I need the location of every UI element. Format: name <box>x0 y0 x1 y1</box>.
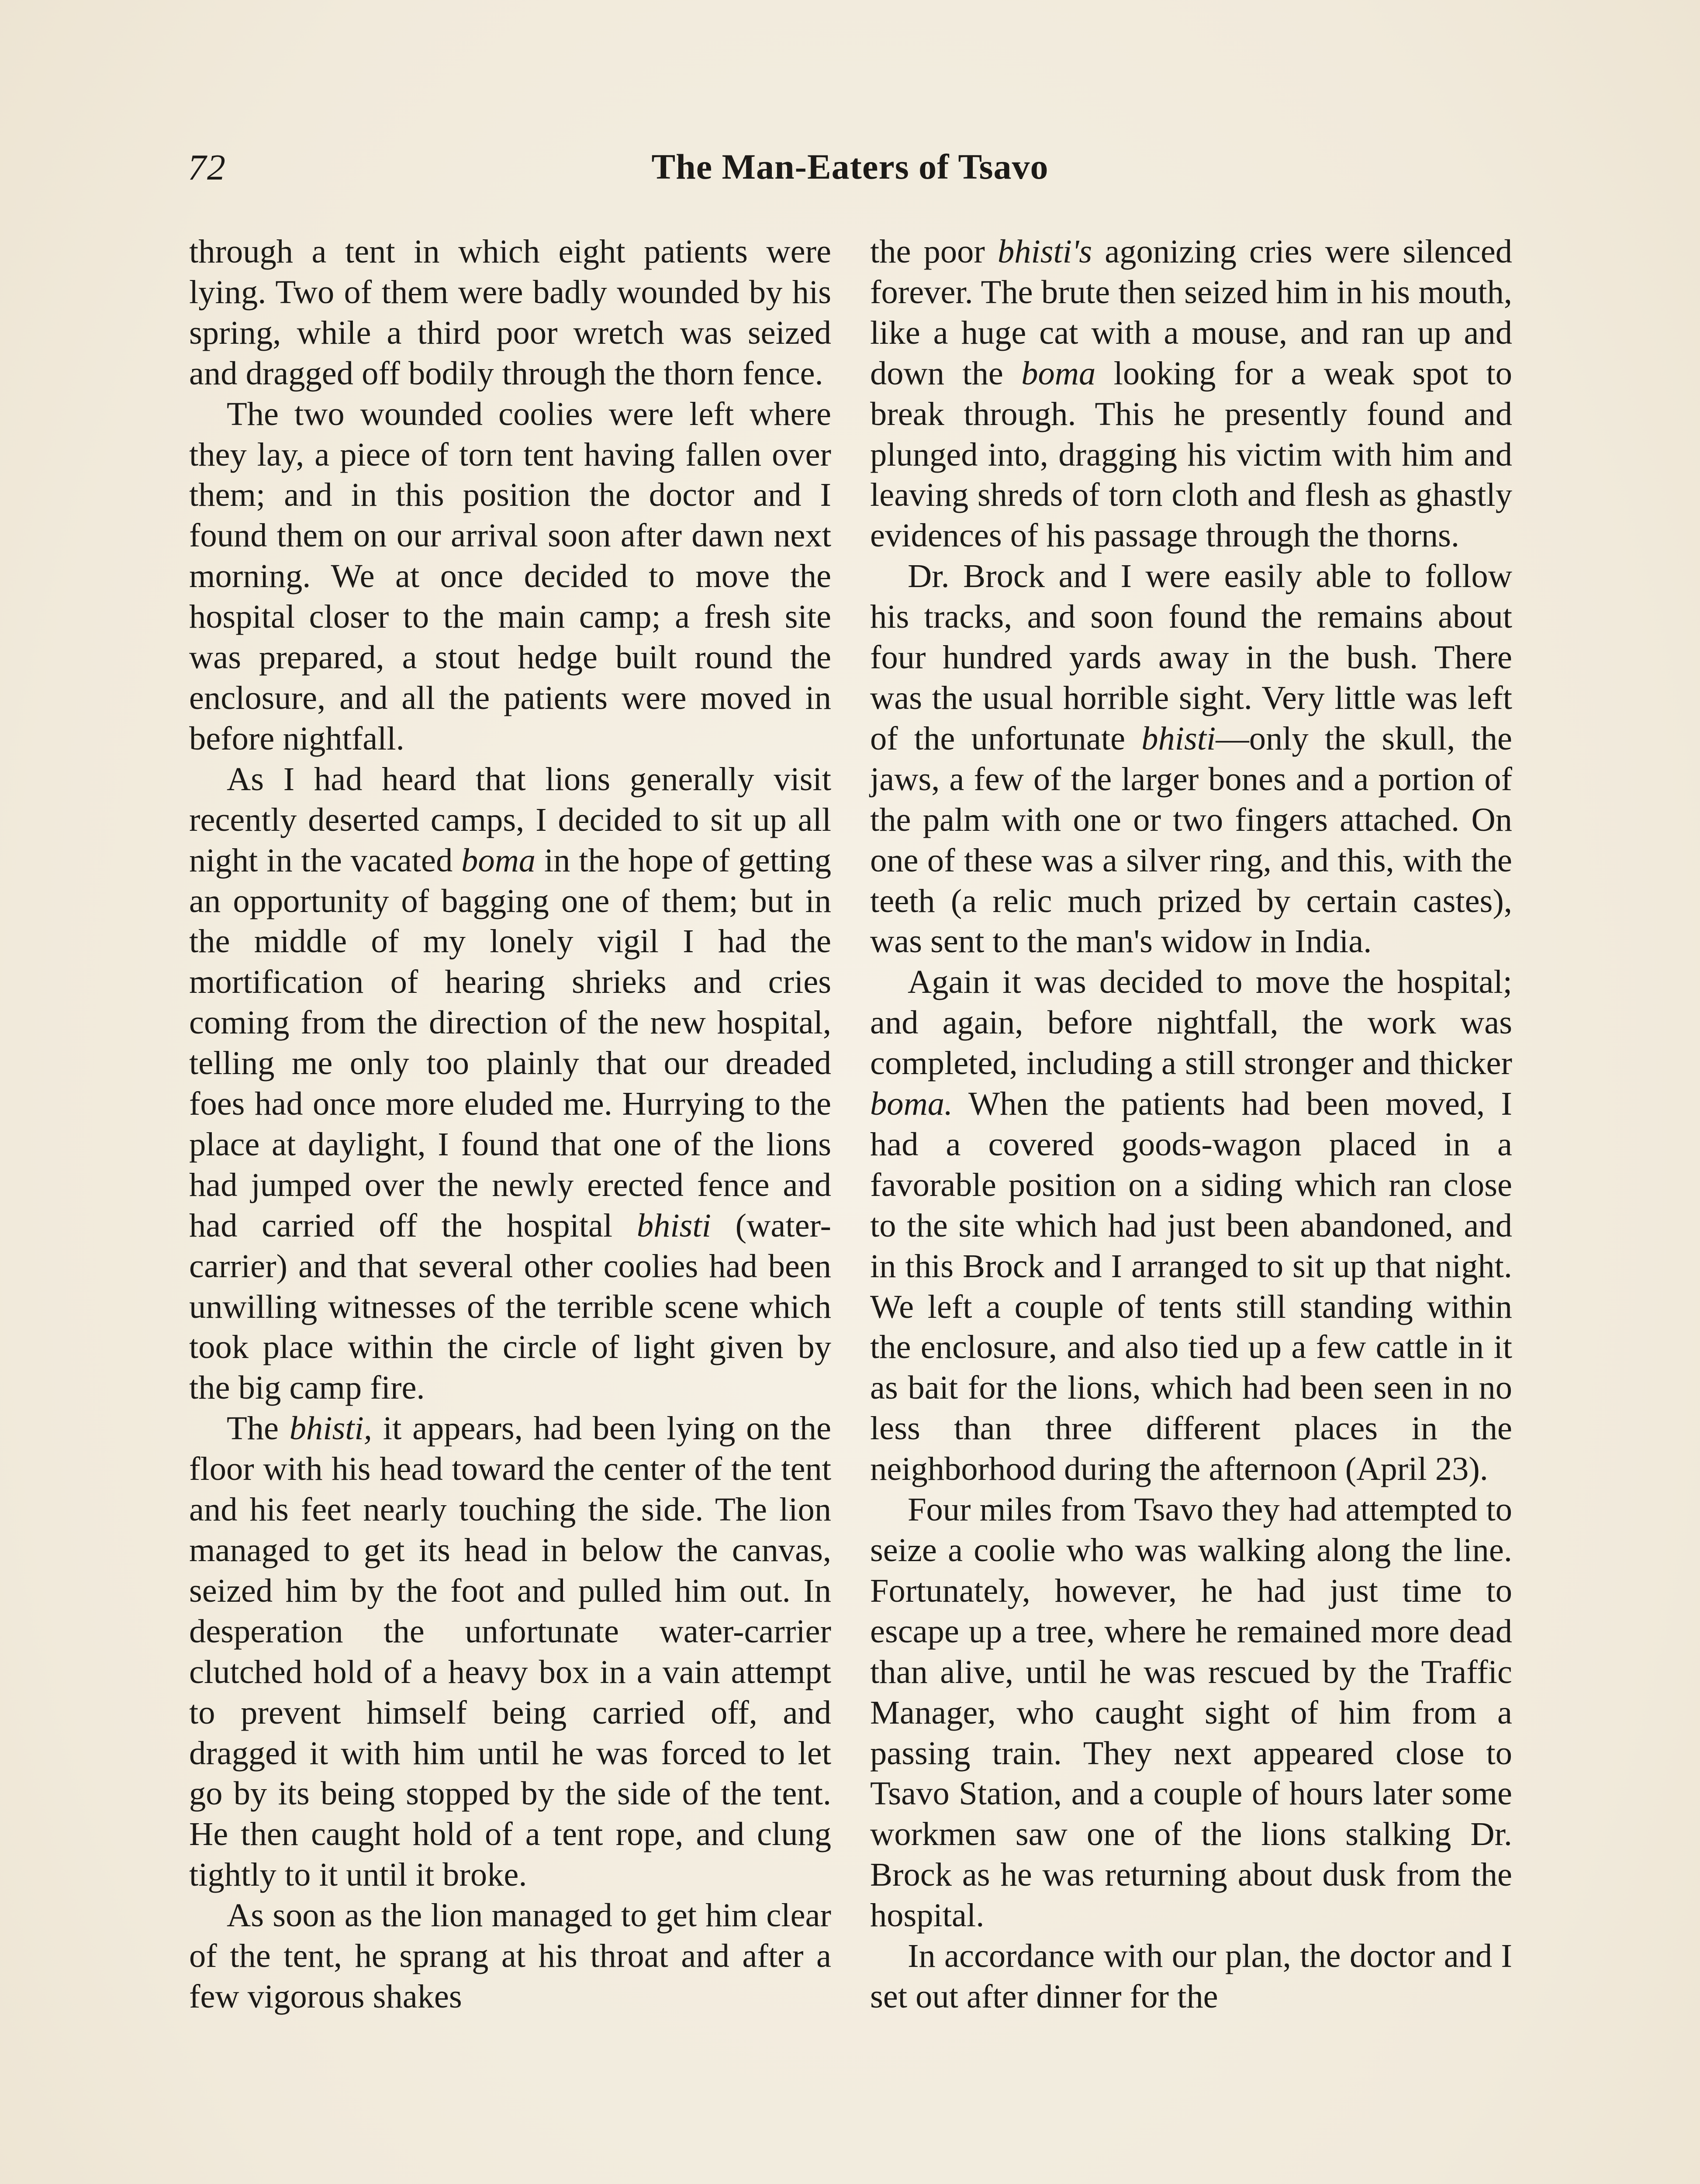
left-column <box>189 232 831 2017</box>
paragraph: In accordance with our plan, the doctor and I set out after dinner for the <box>870 1937 1512 2015</box>
paragraph: Again it was decided to move the hospital; and again, before nightfall, the work was completed, including a still stronger and thicker boma. When the patients had been moved, I had a covered goods-wagon placed in a favorable position on a siding which ran close to the site which had just been abandoned, and in this Brock and I arranged to sit up that night. We left a couple of tents still standing within the enclosure, and also tied up a few cattle in it as bait for the lions, which had been seen in no less than three different places in the neighborhood during the afternoon (April 23). <box>870 963 1512 1488</box>
paragraph: As I had heard that lions generally visit recently deserted camps, I decided to sit up all night in the vacated boma in the hope of getting an opportunity of bagging one of them; but in the middle of my lonely vigil I had the mortification of hearing shrieks and cries coming from the direction of the new hospital, telling me only too plainly that our dreaded foes had once more eluded me. Hurrying to the place at daylight, I found that one of the lions had jumped over the newly erected fence and had carried off the hospital bhisti (water-carrier) and that several other coolies had been unwilling witnesses of the terrible scene which took place within the circle of light given by the big camp fire. <box>189 760 832 1406</box>
running-title: The Man-Eaters of Tsavo <box>651 147 1049 187</box>
paragraph: The two wounded coolies were left where they lay, a piece of torn tent having fallen over them; and in this position the doctor and I found them on our arrival soon after dawn next morning. We at once decided to move the hospital closer to the main camp; a fresh site was prepared, a stout hedge built round the enclosure, and all the patients were moved in before nightfall. <box>189 395 831 757</box>
page-number: 72 <box>188 147 226 188</box>
paragraph: The bhisti, it appears, had been lying on the floor with his head toward the center of the tent and his feet nearly touching the side. The lion managed to get its head in below the canvas, seized him by the foot and pulled him out. In desperation the unfortunate water-carrier clutched hold of a heavy box in a vain attempt to prevent himself being carried off, and dragged it with him until he was forced to let go by its being stopped by the side of the tent. He then caught hold of a tent rope, and clung tightly to it until it broke. <box>189 1410 832 1894</box>
paragraph: Four miles from Tsavo they had attempted to seize a coolie who was walking along the line. Fortunately, however, he had just time to escape up a tree, where he remained more dead than alive, until he was rescued by the Traffic Manager, who caught sight of him from a passing train. They next appeared close to Tsavo Station, and a couple of hours later some workmen saw one of the lions stalking Dr. Brock as he was returning about dusk from the hospital. <box>870 1491 1512 1934</box>
right-column <box>870 232 1512 2017</box>
paragraph: the poor bhisti's agonizing cries were silenced forever. The brute then seized him in his mouth, like a huge cat with a mouse, and ran up and down the boma looking for a weak spot to break through. This he presently found and plunged into, dragging his victim with him and leaving shreds of torn cloth and flesh as ghastly evidences of his passage through the thorns. <box>870 233 1512 554</box>
paragraph: As soon as the lion managed to get him clear of the tent, he sprang at his throat and after a few vigorous shakes <box>189 1897 831 2015</box>
paragraph: Dr. Brock and I were easily able to follow his tracks, and soon found the remains about four hundred yards away in the bush. There was the usual horrible sight. Very little was left of the unfortunate bhisti—only the skull, the jaws, a few of the larger bones and a portion of the palm with one or two fingers attached. On one of these was a silver ring, and this, with the teeth (a relic much prized by certain castes), was sent to the man's widow in India. <box>870 557 1512 960</box>
paragraph: through a tent in which eight patients were lying. Two of them were badly wounded by his spring, while a third poor wretch was seized and dragged off bodily through the thorn fence. <box>189 233 831 392</box>
page-header <box>188 146 1512 199</box>
